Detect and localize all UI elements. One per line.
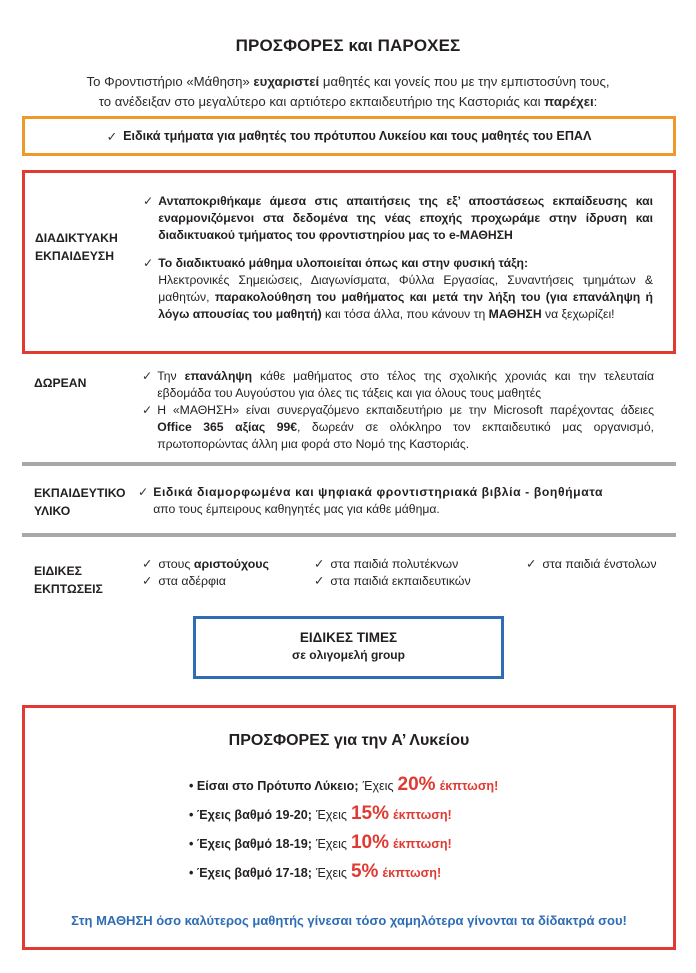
- intro-text-part: :: [593, 94, 598, 109]
- label-line: ΥΛΙΚΟ: [34, 504, 71, 518]
- free-content: [142, 368, 654, 453]
- discount-item: [142, 556, 314, 573]
- text-bold: Ειδικά διαμορφωμένα και ψηφιακά φροντιστηριακά βιβλία - βοηθήματα: [153, 485, 604, 499]
- text-part: στα παιδιά πολυτέκνων: [330, 557, 459, 571]
- special-prices-title: ΕΙΔΙΚΕΣ ΤΙΜΕΣ: [299, 630, 398, 645]
- material-item-text: [153, 484, 654, 518]
- text-part: Την: [157, 369, 185, 383]
- check-icon: ✓: [143, 256, 154, 270]
- offer-row: [189, 832, 498, 861]
- text-bold: Office 365 αξίας 99€: [157, 420, 298, 434]
- intro-text-part: Το Φροντιστήριο «Μάθηση»: [86, 74, 254, 89]
- offer-question: • Έχεις βαθμό 17-18;: [189, 866, 312, 880]
- offer-question: • Είσαι στο Πρότυπο Λύκειο;: [189, 779, 359, 793]
- check-icon: ✓: [138, 485, 149, 499]
- check-icon: ✓: [314, 557, 325, 571]
- discount-item: [142, 573, 314, 590]
- section-divider: [22, 533, 676, 537]
- discounts-section: [22, 556, 676, 596]
- offer-discount: έκπτωση!: [382, 866, 442, 880]
- check-icon: ✓: [142, 557, 153, 571]
- offer-question: • Έχεις βαθμό 18-19;: [189, 837, 312, 851]
- text-part: και τόσα άλλα, που κάνουν τη: [321, 307, 489, 321]
- offer-discount: έκπτωση!: [439, 779, 499, 793]
- label-line: ΔΙΑΔΙΚΤΥΑΚΗ: [35, 231, 118, 245]
- offers-footer-slogan: Στη ΜΑΘΗΣΗ όσο καλύτερος μαθητής γίνεσαι τόσο χαμηλότερα γίνονται τα δίδακτρά σου!: [71, 913, 627, 928]
- text-part: , δωρεάν σε ολόκληρο τον εκπαιδευτικό μας οργανισμό, πρωτοπορώντας άλλη μια φορά στο Νομό της Καστοριάς.: [157, 420, 654, 451]
- offer-percent: 20%: [397, 774, 436, 795]
- online-education-content: [143, 193, 653, 323]
- check-icon: ✓: [142, 403, 153, 417]
- check-icon: ✓: [142, 369, 153, 383]
- label-line: ΕΚΠΑΙΔΕΥΣΗ: [35, 249, 115, 263]
- check-icon: ✓: [143, 194, 154, 208]
- online-item-2: [143, 255, 653, 323]
- material-label: [34, 484, 126, 520]
- offer-discount: έκπτωση!: [392, 808, 452, 822]
- text-part: κάθε μαθήματος στο τέλος της σχολικής χρονιάς και την τελευταία εβδομάδα του Αυγούστου για όλες τις τάξεις και για όλους τους μαθητές: [157, 369, 654, 400]
- online-education-label: [35, 229, 145, 265]
- material-content: [138, 484, 654, 518]
- text-part: στα αδέρφια: [158, 574, 226, 588]
- offer-percent: 15%: [350, 803, 389, 824]
- intro-text-part: το ανέδειξαν στο μεγαλύτερο και αρτιότερο εκπαιδευτήριο της Καστοριάς και: [98, 94, 545, 109]
- section-divider: [22, 462, 676, 466]
- intro-text-part: μαθητές και γονείς που με την εμπιστοσύνη τους,: [319, 74, 610, 89]
- free-item-text: [157, 368, 654, 402]
- highlight-text: Ειδικά τμήματα για μαθητές του πρότυπου Λυκείου και τους μαθητές του ΕΠΑΛ: [123, 129, 592, 143]
- offer-percent: 10%: [350, 832, 389, 853]
- label-line: ΕΚΠΑΙΔΕΥΤΙΚΟ: [34, 486, 126, 500]
- online-education-box: [22, 170, 676, 354]
- intro-bold-thanks: ευχαριστεί: [253, 74, 320, 89]
- offers-title: ΠΡΟΣΦΟΡΕΣ για την Α’ Λυκείου: [228, 732, 470, 749]
- free-section: [22, 368, 676, 458]
- online-item-heading: Το διαδικτυακό μάθημα υλοποιείται όπως και στην φυσική τάξη:: [158, 256, 529, 270]
- online-item-1: [143, 193, 653, 244]
- check-icon: ✓: [526, 557, 537, 571]
- text-part: Η «ΜΑΘΗΣΗ» είναι συνεργαζόμενο εκπαιδευτήριο με την Microsoft παρέχοντας άδειες: [157, 403, 654, 417]
- check-icon: ✓: [106, 129, 118, 144]
- text-part: στα παιδιά ένστολων: [542, 557, 657, 571]
- text-part: να ξεχωρίζει!: [541, 307, 615, 321]
- offer-row: [189, 774, 498, 803]
- text-bold: ΜΑΘΗΣΗ: [488, 307, 542, 321]
- offer-have: Έχεις: [362, 779, 394, 793]
- text-part: απο τους έμπειρους καθηγητές μας για κάθε μάθημα.: [153, 502, 440, 516]
- offers-list: [189, 774, 498, 890]
- offer-discount: έκπτωση!: [392, 837, 452, 851]
- discounts-label: [34, 562, 103, 598]
- special-prices-subtitle: σε ολιγομελή group: [292, 648, 405, 662]
- offer-have: Έχεις: [315, 808, 347, 822]
- free-label: ΔΩΡΕΑΝ: [34, 376, 87, 390]
- offers-box: [22, 705, 676, 950]
- online-item-text: Ανταποκριθήκαμε άμεσα στις απαιτήσεις της εξ’ αποστάσεως εκπαίδευσης και εναρμονιζόμενοι στα δεδομένα της νέας εποχής προχωράμε στην ίδρυση και διαδικτυακού τμήματος του φροντιστηρίου μας το e-ΜΑΘΗΣΗ: [158, 194, 653, 242]
- special-prices-box: [193, 616, 504, 679]
- text-part: στους: [158, 557, 194, 571]
- offer-row: [189, 861, 498, 890]
- text-part: Ηλεκτρονικές Σημειώσεις, Διαγωνίσματα, Φύλλα Εργασίας, Συναντήσεις τμημάτων & μαθητών,: [158, 273, 653, 304]
- offer-percent: 5%: [350, 861, 379, 882]
- label-line: ΕΙΔΙΚΕΣ: [34, 564, 82, 578]
- discount-item: [314, 556, 526, 573]
- text-bold: παρακολούθηση του μαθήματος και μετά την λήξη του (για επανάληψη ή λόγω απουσίας του μαθητή): [158, 290, 654, 321]
- highlight-box: [22, 116, 676, 156]
- discount-item: [526, 556, 666, 573]
- intro-text: [30, 72, 666, 112]
- material-item: [138, 484, 654, 518]
- free-item-2: [142, 402, 654, 453]
- free-item-text: [157, 402, 654, 453]
- text-bold: επανάληψη: [184, 369, 253, 383]
- discounts-content: [142, 556, 657, 590]
- material-section: [22, 484, 676, 524]
- check-icon: ✓: [314, 574, 325, 588]
- offer-have: Έχεις: [315, 837, 347, 851]
- offer-have: Έχεις: [315, 866, 347, 880]
- label-line: ΕΚΠΤΩΣΕΙΣ: [34, 582, 103, 596]
- check-icon: ✓: [142, 574, 153, 588]
- text-bold: αριστούχους: [193, 557, 269, 571]
- text-part: στα παιδιά εκπαιδευτικών: [330, 574, 471, 588]
- free-item-1: [142, 368, 654, 402]
- offer-question: • Έχεις βαθμό 19-20;: [189, 808, 312, 822]
- intro-bold-provides: παρέχει: [544, 94, 594, 109]
- discount-item: [314, 573, 526, 590]
- page-title: ΠΡΟΣΦΟΡΕΣ και ΠΑΡΟΧΕΣ: [235, 36, 461, 55]
- online-item-text: [158, 255, 653, 323]
- offer-row: [189, 803, 498, 832]
